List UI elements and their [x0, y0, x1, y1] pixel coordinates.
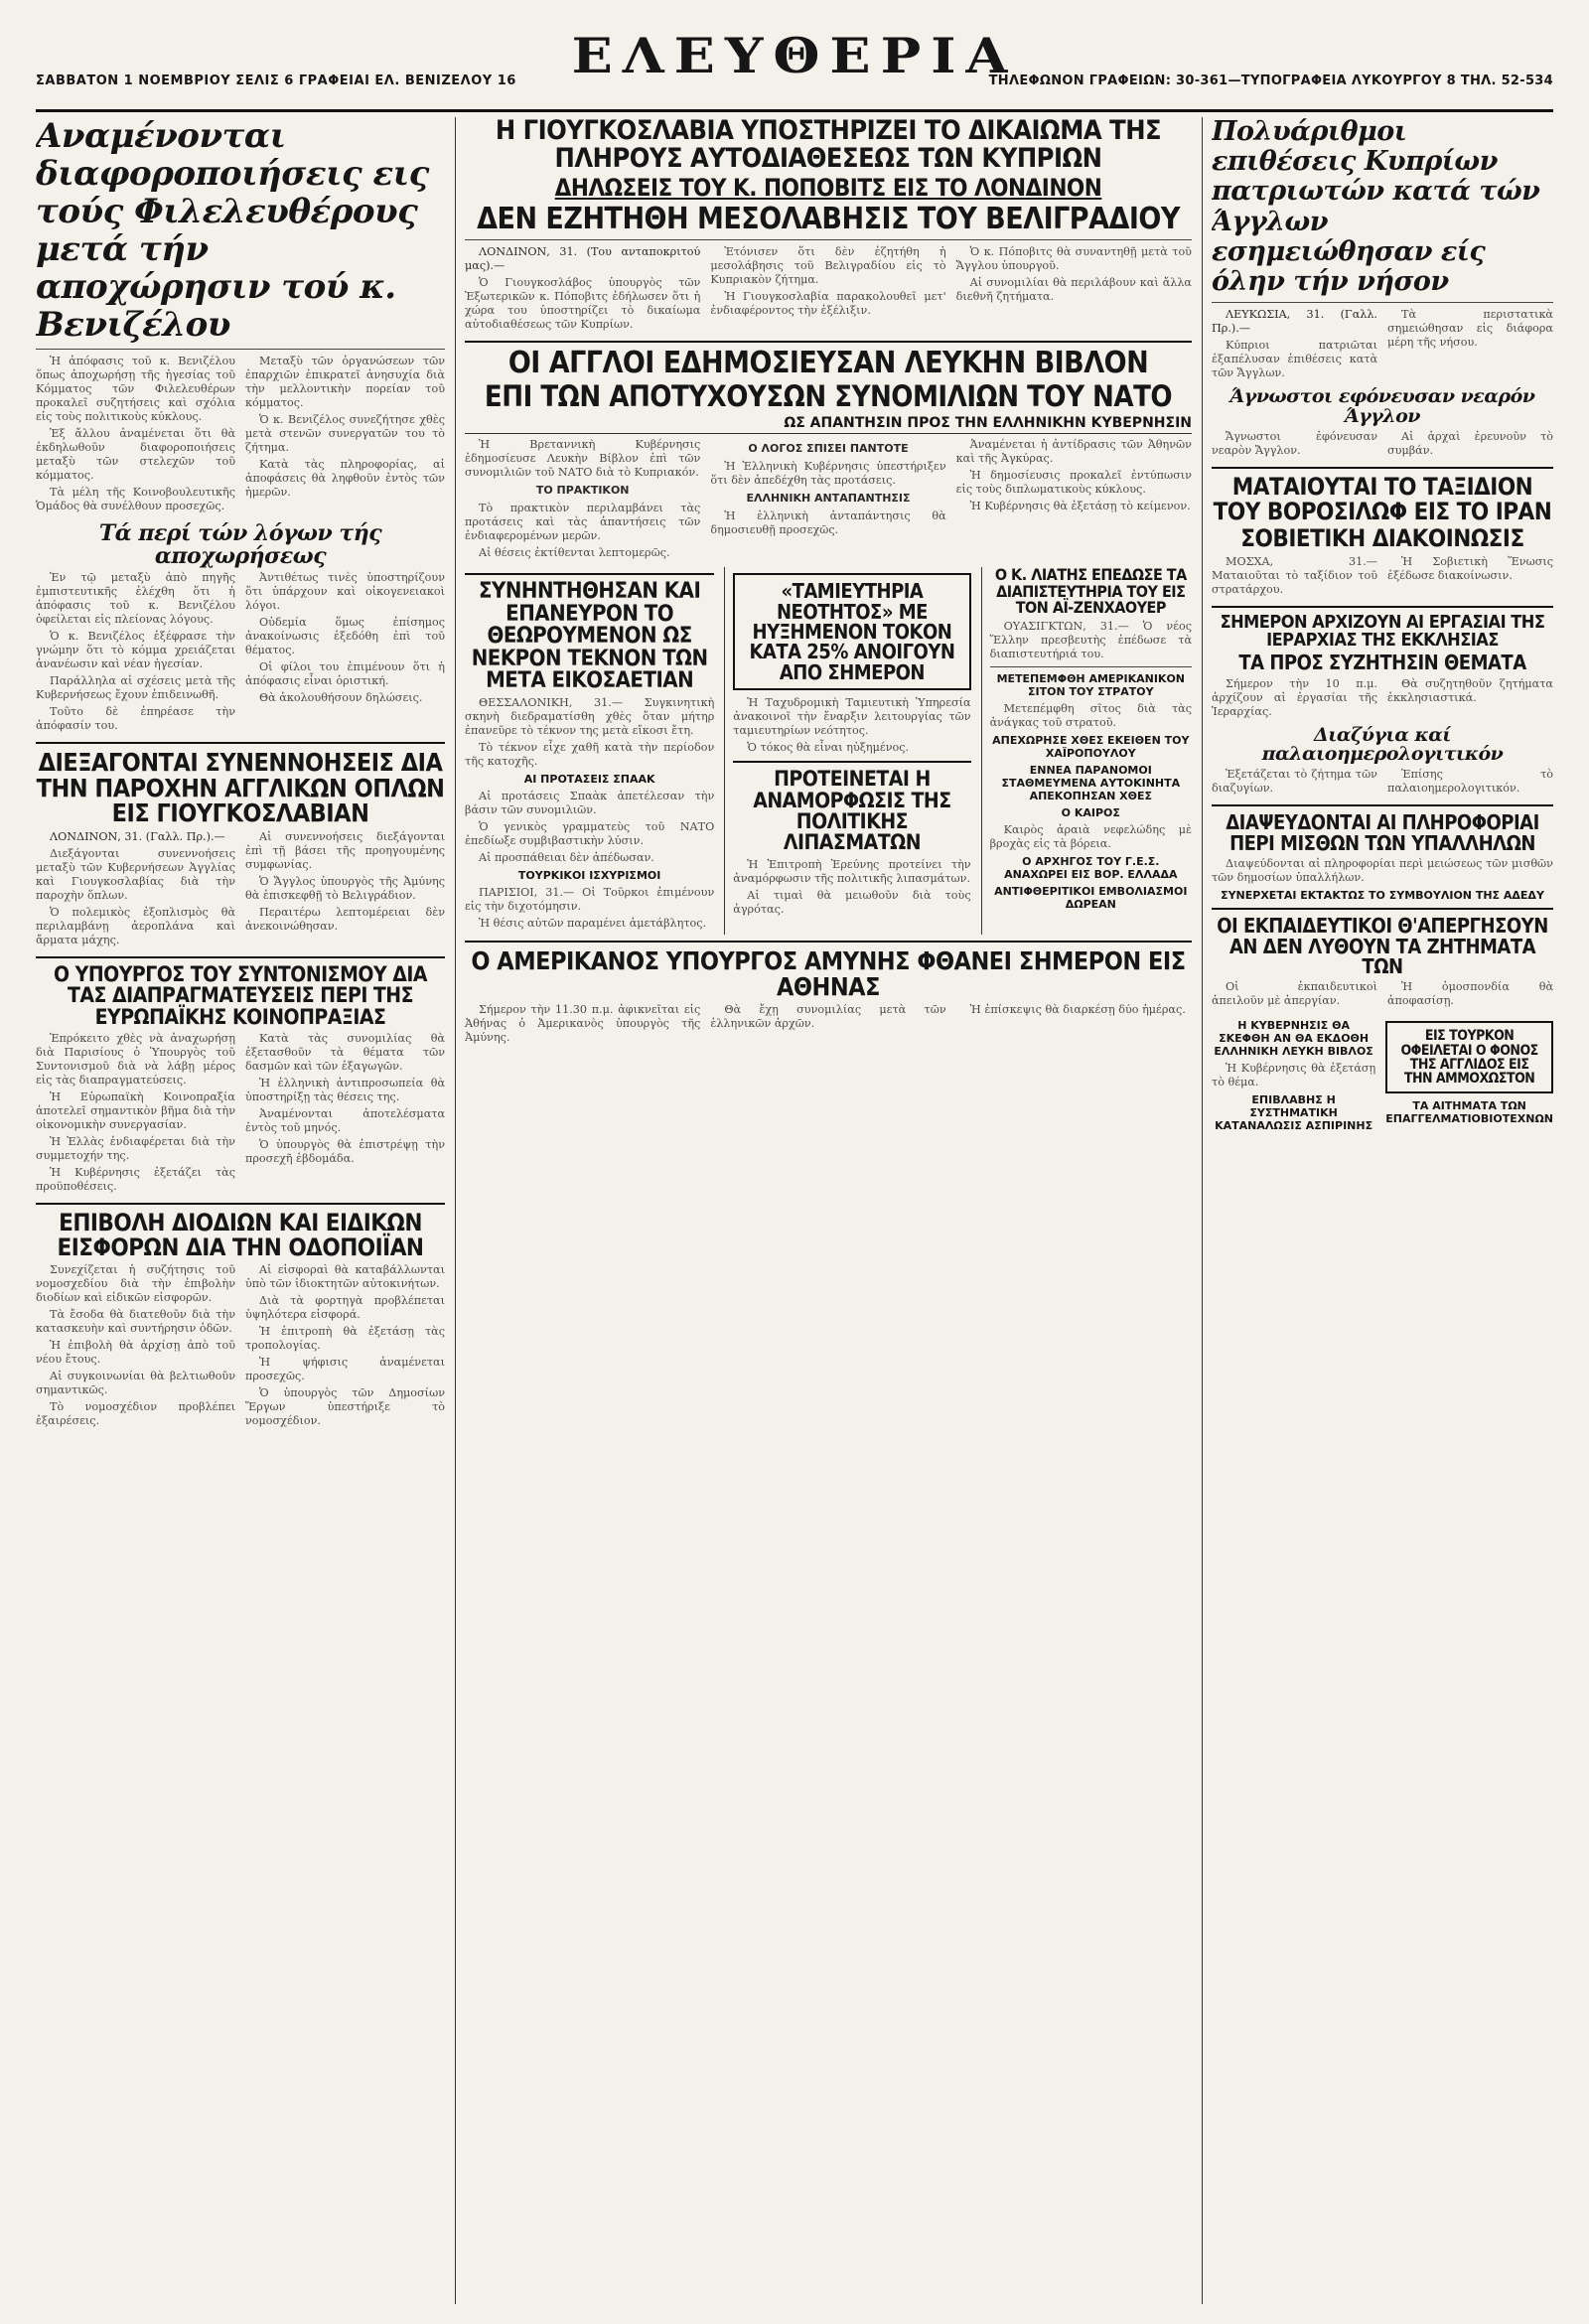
- headline-white-paper: ΟΙ ΑΓΓΛΟΙ ΕΔΗΜΟΣΙΕΥΣΑΝ ΛΕΥΚΗΝ ΒΙΒΛΟΝ: [507, 346, 1149, 381]
- article-reasons-body: Ἐν τῷ μεταξὺ ἀπὸ πηγῆς ἐμπιστευτικῆς ἐλέχθη ὅτι ἡ ἀπόφασις τοῦ κ. Βενιζέλου ὀφείλεται εἰς πλείονας λόγους. Ὁ κ. Βενιζέλος ἐξέφρασε τὴν γνώμην ὅτι τὸ κόμμα χρειάζεται ἀνανέωσιν καὶ νέαν ἡγεσίαν. Παράλληλα αἱ σχέσεις μετὰ τῆς Κυβερνήσεως ἔχουν ἐπιδεινωθῆ. Τοῦτο δὲ ἐπηρέασε τὴν ἀπόφασίν του. Ἀντιθέτως τινὲς ὑποστηρίζουν ὅτι ὑπάρχουν καὶ οἰκογενειακοὶ λόγοι. Οὐδεμία ὅμως ἐπίσημος ἀνακοίνωσις ἐξεδόθη ἐπὶ τοῦ θέματος. Οἱ φίλοι του ἐπιμένουν ὅτι ἡ ἀπόφασις εἶναι ὁριστική. Θὰ ἀκολουθήσουν δηλώσεις.: [36, 571, 445, 733]
- masthead-date-address: ΣΑΒΒΑΤΟΝ 1 ΝΟΕΜΒΡΙΟΥ ΣΕΛΙΣ 6 ΓΡΑΦΕΙΑΙ ΕΛ. ΒΕΝΙΖΕΛΟΥ 16: [36, 73, 516, 88]
- masthead-phones: ΤΗΛΕΦΩΝΟΝ ΓΡΑΦΕΙΩΝ: 30-361—ΤΥΠΟΓΡΑΦΕΙΑ ΛΥΚΟΥΡΓΟΥ 8 ΤΗΛ. 52-534: [988, 73, 1553, 88]
- subhead-minutes: ΤΟ ΠΡΑΚΤΙΚΟΝ: [535, 484, 630, 498]
- headline-divorces: Διαζύγια καί παλαιοημερολογιτικόν: [1261, 723, 1504, 766]
- headline-lost-child: ΣΥΝΗΝΤΗΘΗΣΑΝ ΚΑΙ ΕΠΑΝΕΥΡΟΝ ΤΟ ΘΕΩΡΟΥΜΕΝΟΝ ΩΣ ΝΕΚΡΟΝ ΤΕΚΝΟΝ ΤΩΝ ΜΕΤΑ ΕΙΚΟΣΑΕΤΙΑΝ: [471, 579, 708, 694]
- article-yugoslavia-body: ΛΟΝΔΙΝΟΝ, 31. (Του ανταποκριτού μας).— Ὁ Γιουγκοσλάβος ὑπουργὸς τῶν Ἐξωτερικῶν κ. Πόποβιτς ἐδήλωσεν ὅτι ἡ χώρα του ὑποστηρίζει τὸ δικαίωμα αὐτοδιαθέσεως τῶν Κυπρίων. Ἐτόνισεν ὅτι δὲν ἐζητήθη ἡ μεσολάβησις τοῦ Βελιγραδίου εἰς τὸ Κυπριακὸν ζήτημα. Ἡ Γιουγκοσλαβία παρακολουθεῖ μετ' ἐνδιαφέροντος τὴν ἐξέλιξιν. Ὁ κ. Πόποβιτς θὰ συναντηθῇ μετὰ τοῦ Ἄγγλου ὑπουργοῦ. Αἱ συνομιλίαι θὰ περιλάβουν καὶ ἄλλα διεθνῆ ζητήματα.: [465, 245, 1192, 332]
- headline-adedy: ΣΥΝΕΡΧΕΤΑΙ ΕΚΤΑΚΤΩΣ ΤΟ ΣΥΜΒΟΥΛΙΟΝ ΤΗΣ ΑΔΕΔΥ: [1221, 889, 1544, 903]
- headline-fertilizers: ΠΡΟΤΕΙΝΕΤΑΙ Η ΑΝΑΜΟΡΦΩΣΙΣ ΤΗΣ ΠΟΛΙΤΙΚΗΣ ΛΙΠΑΣΜΑΤΩΝ: [753, 767, 951, 855]
- left-column: [36, 117, 445, 2304]
- masthead-rule: [36, 109, 1553, 112]
- article-us-defense-body: Σήμερον τὴν 11.30 π.μ. ἀφικνεῖται εἰς Ἀθήνας ὁ Ἀμερικανὸς ὑπουργὸς τῆς Ἀμύνης. Θὰ ἔχῃ συνομιλίας μετὰ τῶν ἑλληνικῶν ἀρχῶν. Ἡ ἐπίσκεψις θὰ διαρκέσῃ δύο ἡμέρας.: [465, 1003, 1186, 1045]
- headline-topics: ΤΑ ΠΡΟΣ ΣΥΖΗΤΗΣΙΝ ΘΕΜΑΤΑ: [1238, 651, 1526, 675]
- headline-army-chief: Ο ΑΡΧΗΓΟΣ ΤΟΥ Γ.Ε.Σ. ΑΝΑΧΩΡΕΙ ΕΙΣ ΒΟΡ. ΕΛΛΑΔΑ: [1004, 855, 1178, 882]
- headline-yugoslavia: Η ΓΙΟΥΓΚΟΣΛΑΒΙΑ ΥΠΟΣΤΗΡΙΖΕΙ ΤΟ ΔΙΚΑΙΩΜΑ ΤΗΣ ΠΛΗΡΟΥΣ ΑΥΤΟΔΙΑΘΕΣΕΩΣ ΤΩΝ ΚΥΠΡΙΩΝ: [495, 117, 1162, 174]
- newspaper-title: ΕΛΕΥΘΕΡΙΑ: [571, 27, 1018, 84]
- dateline-nicosia: ΛΕΥΚΩΣΙΑ, 31. (Γαλλ. Πρ.).—: [1212, 308, 1377, 336]
- headline-chairopoulos: ΑΠΕΧΩΡΗΣΕ ΧΘΕΣ ΕΚΕΙΘΕΝ ΤΟΥ ΧΑΪΡΟΠΟΥΛΟΥ: [992, 734, 1190, 761]
- headline-greek-white-paper: Η ΚΥΒΕΡΝΗΣΙΣ ΘΑ ΣΚΕΦΘΗ ΑΝ ΘΑ ΕΚΔΟΘΗ ΕΛΛΗΝΙΚΗ ΛΕΥΚΗ ΒΙΒΛΟΣ: [1214, 1019, 1373, 1059]
- headline-us-defense: Ο ΑΜΕΡΙΚΑΝΟΣ ΥΠΟΥΡΓΟΣ ΑΜΥΝΗΣ ΦΘΑΝΕΙ ΣΗΜΕΡΟΝ ΕΙΣ ΑΘΗΝΑΣ: [471, 946, 1186, 1001]
- article-savings-body: Ἡ Ταχυδρομικὴ Ταμιευτικὴ Ὑπηρεσία ἀνακοινοῖ τὴν ἔναρξιν λειτουργίας τῶν ταμιευτηρίων νεότητος. Ὁ τόκος θὰ εἶναι ηὐξημένος.: [733, 696, 971, 755]
- headline-voroshilov: ΜΑΤΑΙΟΥΤΑΙ ΤΟ ΤΑΞΙΔΙΟΝ ΤΟΥ ΒΟΡΟΣΙΛΩΦ ΕΙΣ ΤΟ ΙΡΑΝ: [1213, 473, 1552, 525]
- right-column: Πολυάριθμοι επιθέσεις Κυπρίων πατριωτών κατά τών Άγγλων εσημειώθησαν είς όλην τήν νήσον ΛΕΥΚΩΣΙΑ, 31. (Γαλλ. Πρ.).— Κύπριοι πατριῶται ἐξαπέλυσαν ἐπιθέσεις κατὰ τῶν Ἄγγλων. Τὰ περιστατικὰ σημειώθησαν εἰς διάφορα μέρη τῆς νήσου. Άγνωστοι εφόνευσαν νεαρόν Άγγλον Ἄγνωστοι ἐφόνευσαν νεαρὸν Ἄγγλον. Αἱ ἀρχαὶ ἐρευνοῦν τὸ συμβάν. ΜΑΤΑΙΟΥΤΑΙ ΤΟ ΤΑΞΙΔΙΟΝ ΤΟΥ ΒΟΡΟΣΙΛΩΦ ΕΙΣ ΤΟ ΙΡΑΝ ΣΟΒΙΕΤΙΚΗ ΔΙΑΚΟΙΝΩΣΙΣ ΜΟΣΧΑ, 31.— Ματαιοῦται τὸ ταξίδιον τοῦ στρατάρχου. Ἡ Σοβιετικὴ Ἕνωσις ἐξέδωσε διακοίνωσιν. ΣΗΜΕΡΟΝ ΑΡΧΙΖΟΥΝ ΑΙ ΕΡΓΑΣΙΑΙ ΤΗΣ ΙΕΡΑΡΧΙΑΣ ΤΗΣ ΕΚΚΛΗΣΙΑΣ ΤΑ ΠΡΟΣ ΣΥΖΗΤΗΣΙΝ ΘΕΜΑΤΑ Σήμερον τὴν 10 π.μ. ἀρχίζουν αἱ ἐργασίαι τῆς Ἱεραρχίας. Θὰ συζητηθοῦν ζητήματα ἐκκλησιαστικά. Διαζύγια καί παλαιοημερολογιτικόν Ἐξετάζεται τὸ ζήτημα τῶν διαζυγίων. Ἐπίσης τὸ παλαιοημερολογιτικόν. ΔΙΑΨΕΥΔΟΝΤΑΙ ΑΙ ΠΛΗΡΟΦΟΡΙΑΙ ΠΕΡΙ ΜΙΣΘΩΝ ΤΩΝ ΥΠΑΛΛΗΛΩΝ Διαψεύδονται αἱ πληροφορίαι περὶ μειώσεως τῶν μισθῶν τῶν δημοσίων ὑπαλλήλων. ΣΥΝΕΡΧΕΤΑΙ ΕΚΤΑΚΤΩΣ ΤΟ ΣΥΜΒΟΥΛΙΟΝ ΤΗΣ ΑΔΕΔΥ ΟΙ ΕΚΠΑΙΔΕΥΤΙΚΟΙ Θ'ΑΠΕΡΓΗΣΟΥΝ ΑΝ ΔΕΝ ΛΥΘΟΥΝ ΤΑ ΖΗΤΗΜΑΤΑ ΤΩΝ Οἱ ἐκπαιδευτικοὶ ἀπειλοῦν μὲ ἀπεργίαν. Ἡ ὁμοσπονδία θὰ ἀποφασίσῃ. Η ΚΥΒΕΡΝΗΣΙΣ ΘΑ ΣΚΕΦΘΗ ΑΝ ΘΑ ΕΚΔΟΘΗ ΕΛΛΗΝΙΚΗ ΛΕΥΚΗ ΒΙΒΛΟΣ Ἡ Κυβέρνησις θὰ ἐξετάσῃ τὸ θέμα. ΕΠΙΒΛΑΒΗΣ Η ΣΥΣΤΗΜΑΤΙΚΗ ΚΑΤΑΝΑΛΩΣΙΣ ΑΣΠΙΡΙΝΗΣ ΕΙΣ ΤΟΥΡΚΟΝ ΟΦΕΙΛΕΤΑΙ Ο ΦΟΝΟΣ ΤΗΣ ΑΓΓΛΙΔΟΣ ΕΙΣ ΤΗΝ ΑΜΜΟΧΩΣΤΟΝ ΤΑ ΑΙΤΗΜΑΤΑ ΤΩΝ ΕΠΑΓΓΕΛΜΑΤΙΟΒΙΟΤΕΧΝΩΝ: [1212, 117, 1553, 1133]
- headline-soviet-note: ΣΟΒΙΕΤΙΚΗ ΔΙΑΚΟΙΝΩΣΙΣ: [1240, 524, 1524, 553]
- subhead-turkish-claims: ΤΟΥΡΚΙΚΟΙ ΙΣΧΥΡΙΣΜΟΙ: [517, 869, 661, 883]
- dateline-main: ΛΟΝΔΙΝΟΝ, 31. (Του ανταποκριτού μας).—: [465, 245, 701, 273]
- headline-aspirin: ΕΠΙΒΛΑΒΗΣ Η ΣΥΣΤΗΜΑΤΙΚΗ ΚΑΤΑΝΑΛΩΣΙΣ ΑΣΠΙΡΙΝΗΣ: [1215, 1093, 1373, 1133]
- subhead-spaak: ΑΙ ΠΡΟΤΑΣΕΙΣ ΣΠΑΑΚ: [523, 773, 655, 787]
- headline-belgrade: ΔΕΝ ΕΖΗΤΗΘΗ ΜΕΣΟΛΑΒΗΣΙΣ ΤΟΥ ΒΕΛΙΓΡΑΔΙΟΥ: [477, 201, 1180, 236]
- article-tolls-body: Συνεχίζεται ἡ συζήτησις τοῦ νομοσχεδίου διὰ τὴν ἐπιβολὴν διοδίων καὶ εἰδικῶν εἰσφορῶν. Τὰ ἔσοδα θὰ διατεθοῦν διὰ τὴν κατασκευὴν καὶ συντήρησιν ὁδῶν. Ἡ ἐπιβολὴ θὰ ἀρχίσῃ ἀπὸ τοῦ νέου ἔτους. Αἱ συγκοινωνίαι θὰ βελτιωθοῦν σημαντικῶς. Τὸ νομοσχέδιον προβλέπει ἐξαιρέσεις. Αἱ εἰσφοραὶ θὰ καταβάλλωνται ὑπὸ τῶν ἰδιοκτητῶν αὐτοκινήτων. Διὰ τὰ φορτηγὰ προβλέπεται ὑψηλότερα εἰσφορά. Ἡ ἐπιτροπὴ θὰ ἐξετάσῃ τὰς τροπολογίας. Ἡ ψήφισις ἀναμένεται προσεχῶς. Ὁ ὑπουργὸς τῶν Δημοσίων Ἔργων ὑπεστήριξε τὸ νομοσχέδιον.: [36, 1263, 445, 1427]
- masthead: [36, 14, 1553, 103]
- headline-hierarchy: ΣΗΜΕΡΟΝ ΑΡΧΙΖΟΥΝ ΑΙ ΕΡΓΑΣΙΑΙ ΤΗΣ ΙΕΡΑΡΧΙΑΣ ΤΗΣ ΕΚΚΛΗΣΙΑΣ: [1220, 611, 1545, 651]
- article-fertilizers-body: Ἡ Ἐπιτροπὴ Ἐρεύνης προτείνει τὴν ἀναμόρφωσιν τῆς πολιτικῆς λιπασμάτων. Αἱ τιμαὶ θὰ μειωθοῦν διὰ τοὺς ἀγρότας.: [733, 857, 971, 916]
- headline-vaccinations: ΑΝΤΙΦΘΕΡΙΤΙΚΟΙ ΕΜΒΟΛΙΑΣΜΟΙ ΔΩΡΕΑΝ: [994, 885, 1188, 912]
- article-coordination-body: Ἐπρόκειτο χθὲς νὰ ἀναχωρήσῃ διὰ Παρισίους ὁ Ὑπουργὸς τοῦ Συντονισμοῦ διὰ νὰ λάβῃ μέρος εἰς τὰς διαπραγματεύσεις. Ἡ Εὐρωπαϊκὴ Κοινοπραξία ἀποτελεῖ σημαντικὸν βῆμα διὰ τὴν οἰκονομικὴν συνεργασίαν. Ἡ Ἑλλὰς ἐνδιαφέρεται διὰ τὴν συμμετοχήν της. Ἡ Κυβέρνησις ἐξετάζει τὰς προϋποθέσεις. Κατὰ τὰς συνομιλίας θὰ ἐξετασθοῦν τὰ θέματα τῶν δασμῶν καὶ τῶν ἐξαγωγῶν. Ἡ ἑλληνικὴ ἀντιπροσωπεία θὰ ὑποστηρίξῃ τὰς θέσεις της. Ἀναμένονται ἀποτελέσματα ἐντὸς τοῦ μηνός. Ὁ ὑπουργὸς θὰ ἐπιστρέψῃ τὴν προσεχῆ ἑβδομάδα.: [36, 1032, 445, 1194]
- headline-cars: ΕΝΝΕΑ ΠΑΡΑΝΟΜΟΙ ΣΤΑΘΜΕΥΜΕΝΑ ΑΥΤΟΚΙΝΗΤΑ ΑΠΕΚΟΠΗΣΑΝ ΧΘΕΣ: [1001, 764, 1181, 803]
- headline-tolls: ΕΠΙΒΟΛΗ ΔΙΟΔΙΩΝ ΚΑΙ ΕΙΔΙΚΩΝ ΕΙΣΦΟΡΩΝ ΔΙΑ ΤΗΝ ΟΔΟΠΟΙΪΑΝ: [57, 1209, 424, 1261]
- article-british-arms-body: ΛΟΝΔΙΝΟΝ, 31. (Γαλλ. Πρ.).— Διεξάγονται συνεννοήσεις μεταξὺ τῶν Κυβερνήσεων Ἀγγλίας καὶ Γιουγκοσλαβίας διὰ τὴν παροχὴν ὅπλων. Ὁ πολεμικὸς ἐξοπλισμὸς θὰ περιλαμβάνῃ ἀεροπλάνα καὶ ἄρματα μάχης. Αἱ συνεννοήσεις διεξάγονται ἐπὶ τῇ βάσει τῆς προηγουμένης συμφωνίας. Ὁ Ἄγγλος ὑπουργὸς τῆς Ἀμύνης θὰ ἐπισκεφθῇ τὸ Βελιγράδιον. Περαιτέρω λεπτομέρειαι δὲν ἀνεκοινώθησαν.: [36, 829, 445, 946]
- headline-british-arms: ΔΙΕΞΑΓΟΝΤΑΙ ΣΥΝΕΝΝΟΗΣΕΙΣ ΔΙΑ ΤΗΝ ΠΑΡΟΧΗΝ ΑΓΓΛΙΚΩΝ ΟΠΛΩΝ ΕΙΣ ΓΙΟΥΓΚΟΣΛΑΒΙΑΝ: [36, 748, 445, 828]
- headline-weather: Ο ΚΑΙΡΟΣ: [1061, 806, 1120, 820]
- article-white-paper-body: Ἡ Βρεταννικὴ Κυβέρνησις ἐδημοσίευσε Λευκὴν Βίβλον ἐπὶ τῶν συνομιλιῶν τοῦ ΝΑΤΟ διὰ τὸ Κυπριακόν. ΤΟ ΠΡΑΚΤΙΚΟΝ Τὸ πρακτικὸν περιλαμβάνει τὰς προτάσεις καὶ τὰς ἀπαντήσεις τῶν ἐνδιαφερομένων μερῶν. Αἱ θέσεις ἐκτίθενται λεπτομερῶς. Ο ΛΟΓΟΣ ΣΠΙΣΕΙ ΠΑΝΤΟΤΕ Ἡ Ἑλληνικὴ Κυβέρνησις ὑπεστήριξεν ὅτι δὲν ἀπεδέχθη τὰς προτάσεις. ΕΛΛΗΝΙΚΗ ΑΝΤΑΠΑΝΤΗΣΙΣ Ἡ ἑλληνικὴ ἀνταπάντησις θὰ δημοσιευθῇ προσεχῶς. Ἀναμένεται ἡ ἀντίδρασις τῶν Ἀθηνῶν καὶ τῆς Ἀγκύρας. Ἡ δημοσίευσις προκαλεῖ ἐντύπωσιν εἰς τοὺς διπλωματικοὺς κύκλους. Ἡ Κυβέρνησις θὰ ἐξετάσῃ τὸ κείμενον.: [465, 438, 1192, 560]
- subhead-word: Ο ΛΟΓΟΣ ΣΠΙΣΕΙ ΠΑΝΤΟΤΕ: [748, 442, 909, 456]
- headline-popovic: ΔΗΛΩΣΕΙΣ ΤΟΥ Κ. ΠΟΠΟΒΙΤΣ ΕΙΣ ΤΟ ΛΟΝΔΙΝΟΝ: [554, 174, 1102, 203]
- main-column: Η ΓΙΟΥΓΚΟΣΛΑΒΙΑ ΥΠΟΣΤΗΡΙΖΕΙ ΤΟ ΔΙΚΑΙΩΜΑ ΤΗΣ ΠΛΗΡΟΥΣ ΑΥΤΟΔΙΑΘΕΣΕΩΣ ΤΩΝ ΚΥΠΡΙΩΝ ΔΗΛΩΣΕΙΣ ΤΟΥ Κ. ΠΟΠΟΒΙΤΣ ΕΙΣ ΤΟ ΛΟΝΔΙΝΟΝ ΔΕΝ ΕΖΗΤΗΘΗ ΜΕΣΟΛΑΒΗΣΙΣ ΤΟΥ ΒΕΛΙΓΡΑΔΙΟΥ ΛΟΝΔΙΝΟΝ, 31. (Του ανταποκριτού μας).— Ὁ Γιουγκοσλάβος ὑπουργὸς τῶν Ἐξωτερικῶν κ. Πόποβιτς ἐδήλωσεν ὅτι ἡ χώρα του ὑποστηρίζει τὸ δικαίωμα αὐτοδιαθέσεως τῶν Κυπρίων. Ἐτόνισεν ὅτι δὲν ἐζητήθη ἡ μεσολάβησις τοῦ Βελιγραδίου εἰς τὸ Κυπριακὸν ζήτημα. Ἡ Γιουγκοσλαβία παρακολουθεῖ μετ' ἐνδιαφέροντος τὴν ἐξέλιξιν. Ὁ κ. Πόποβιτς θὰ συναντηθῇ μετὰ τοῦ Ἄγγλου ὑπουργοῦ. Αἱ συνομιλίαι θὰ περιλάβουν καὶ ἄλλα διεθνῆ ζητήματα. ΟΙ ΑΓΓΛΟΙ ΕΔΗΜΟΣΙΕΥΣΑΝ ΛΕΥΚΗΝ ΒΙΒΛΟΝ ΕΠΙ ΤΩΝ ΑΠΟΤΥΧΟΥΣΩΝ ΣΥΝΟΜΙΛΙΩΝ ΤΟΥ ΝΑΤΟ ΩΣ ΑΠΑΝΤΗΣΙΝ ΠΡΟΣ ΤΗΝ ΕΛΛΗΝΙΚΗΝ ΚΥΒΕΡΝΗΣΙΝ Ἡ Βρεταννικὴ Κυβέρνησις ἐδημοσίευσε Λευκὴν Βίβλον ἐπὶ τῶν συνομιλιῶν τοῦ ΝΑΤΟ διὰ τὸ Κυπριακόν. ΤΟ ΠΡΑΚΤΙΚΟΝ Τὸ πρακτικὸν περιλαμβάνει τὰς προτάσεις καὶ τὰς ἀπαντήσεις τῶν ἐνδιαφερομένων μερῶν. Αἱ θέσεις ἐκτίθενται λεπτομερῶς. Ο ΛΟΓΟΣ ΣΠΙΣΕΙ ΠΑΝΤΟΤΕ Ἡ Ἑλληνικὴ Κυβέρνησις ὑπεστήριξεν ὅτι δὲν ἀπεδέχθη τὰς προτάσεις. ΕΛΛΗΝΙΚΗ ΑΝΤΑΠΑΝΤΗΣΙΣ Ἡ ἑλληνικὴ ἀνταπάντησις θὰ δημοσιευθῇ προσεχῶς. Ἀναμένεται ἡ ἀντίδρασις τῶν Ἀθηνῶν καὶ τῆς Ἀγκύρας. Ἡ δημοσίευσις προκαλεῖ ἐντύπωσιν εἰς τοὺς διπλωματικοὺς κύκλους. Ἡ Κυβέρνησις θὰ ἐξετάσῃ τὸ κείμενον. ΣΥΝΗΝΤΗΘΗΣΑΝ ΚΑΙ ΕΠΑΝΕΥΡΟΝ ΤΟ ΘΕΩΡΟΥΜΕΝΟΝ ΩΣ ΝΕΚΡΟΝ ΤΕΚΝΟΝ ΤΩΝ ΜΕΤΑ ΕΙΚΟΣΑΕΤΙΑΝ ΘΕΣΣΑΛΟΝΙΚΗ, 31.— Συγκινητικὴ σκηνὴ διεδραματίσθη χθὲς ὅταν μήτηρ ἐπανεῦρε τὸ τέκνον της μετὰ εἴκοσι ἔτη. Τὸ τέκνον εἶχε χαθῆ κατὰ τὴν περίοδον τῆς κατοχῆς. ΑΙ ΠΡΟΤΑΣΕΙΣ ΣΠΑΑΚ Αἱ προτάσεις Σπαὰκ ἀπετέλεσαν τὴν βάσιν τῶν συνομιλιῶν. Ὁ γενικὸς γραμματεὺς τοῦ ΝΑΤΟ ἐπεδίωξε συμβιβαστικὴν λύσιν. Αἱ προσπάθειαι δὲν ἀπέδωσαν. ΤΟΥΡΚΙΚΟΙ ΙΣΧΥΡΙΣΜΟΙ ΠΑΡΙΣΙΟΙ, 31.— Οἱ Τοῦρκοι ἐπιμένουν εἰς τὴν διχοτόμησιν. Ἡ θέσις αὐτῶν παραμένει ἀμετάβλητος. «ΤΑΜΙΕΥΤΗΡΙΑ ΝΕΟΤΗΤΟΣ» ΜΕ ΗΥΞΗΜΕΝΟΝ ΤΟΚΟΝ ΚΑΤΑ 25% ΑΝΟΙΓΟΥΝ ΑΠΟ ΣΗΜΕΡΟΝ Ἡ Ταχυδρομικὴ Ταμιευτικὴ Ὑπηρεσία ἀνακοινοῖ τὴν ἔναρξιν λειτουργίας τῶν ταμιευτηρίων νεότητος. Ὁ τόκος θὰ εἶναι ηὐξημένος. ΠΡΟΤΕΙΝΕΤΑΙ Η ΑΝΑΜΟΡΦΩΣΙΣ ΤΗΣ ΠΟΛΙΤΙΚΗΣ ΛΙΠΑΣΜΑΤΩΝ Ἡ Ἐπιτροπὴ Ἐρεύνης προτείνει τὴν ἀναμόρφωσιν τῆς πολιτικῆς λιπασμάτων. Αἱ τιμαὶ θὰ μειωθοῦν διὰ τοὺς ἀγρότας. Ο Κ. ΛΙΑΤΗΣ ΕΠΕΔΩΣΕ ΤΑ ΔΙΑΠΙΣΤΕΥΤΗΡΙΑ ΤΟΥ ΕΙΣ ΤΟΝ ΑΪ-ΖΕΝΧΑΟΥΕΡ ΟΥΑΣΙΓΚΤΩΝ, 31.— Ὁ νέος Ἕλλην πρεσβευτὴς ἐπέδωσε τὰ διαπιστευτήριά του. ΜΕΤΕΠΕΜΦΘΗ ΑΜΕΡΙΚΑΝΙΚΟΝ ΣΙΤΟΝ ΤΟΥ ΣΤΡΑΤΟΥ Μετεπέμφθη σῖτος διὰ τὰς ἀνάγκας τοῦ στρατοῦ. ΑΠΕΧΩΡΗΣΕ ΧΘΕΣ ΕΚΕΙΘΕΝ ΤΟΥ ΧΑΪΡΟΠΟΥΛΟΥ ΕΝΝΕΑ ΠΑΡΑΝΟΜΟΙ ΣΤΑΘΜΕΥΜΕΝΑ ΑΥΤΟΚΙΝΗΤΑ ΑΠΕΚΟΠΗΣΑΝ ΧΘΕΣ Ο ΚΑΙΡΟΣ Καιρὸς ἀραιὰ νεφελώδης μὲ βροχὰς εἰς τὰ βόρεια. Ο ΑΡΧΗΓΟΣ ΤΟΥ Γ.Ε.Σ. ΑΝΑΧΩΡΕΙ ΕΙΣ ΒΟΡ. ΕΛΛΑΔΑ ΑΝΤΙΦΘΕΡΙΤΙΚΟΙ ΕΜΒΟΛΙΑΣΜΟΙ ΔΩΡΕΑΝ Ο ΑΜΕΡΙΚΑΝΟΣ ΥΠΟΥΡΓΟΣ ΑΜΥΝΗΣ ΦΘΑΝΕΙ ΣΗΜΕΡΟΝ ΕΙΣ ΑΘΗΝΑΣ Σήμερον τὴν 11.30 π.μ. ἀφικνεῖται εἰς Ἀθήνας ὁ Ἀμερικανὸς ὑπουργὸς τῆς Ἀμύνης. Θὰ ἔχῃ συνομιλίας μετὰ τῶν ἑλληνικῶν ἀρχῶν. Ἡ ἐπίσκεψις θὰ διαρκέσῃ δύο ἡμέρας.: [465, 117, 1192, 2304]
- headline-coordination-minister: Ο ΥΠΟΥΡΓΟΣ ΤΟΥ ΣΥΝΤΟΝΙΣΜΟΥ ΔΙΑ ΤΑΣ ΔΙΑΠΡΑΓΜΑΤΕΥΣΕΙΣ ΠΕΡΙ ΤΗΣ ΕΥΡΩΠΑΪΚΗΣ ΚΟΙΝΟΠΡΑΞΙΑΣ: [54, 961, 427, 1029]
- headline-artisans: ΤΑ ΑΙΤΗΜΑΤΑ ΤΩΝ ΕΠΑΓΓΕΛΜΑΤΙΟΒΙΟΤΕΧΝΩΝ: [1385, 1099, 1553, 1126]
- headline-nato-talks: ΕΠΙ ΤΩΝ ΑΠΟΤΥΧΟΥΣΩΝ ΣΥΝΟΜΙΛΙΩΝ ΤΟΥ ΝΑΤΟ: [484, 378, 1173, 413]
- savings-box: [733, 573, 970, 690]
- headline-salaries: ΔΙΑΨΕΥΔΟΝΤΑΙ ΑΙ ΠΛΗΡΟΦΟΡΙΑΙ ΠΕΡΙ ΜΙΣΘΩΝ ΤΩΝ ΥΠΑΛΛΗΛΩΝ: [1226, 810, 1539, 855]
- article-venizelos-body: Ἡ ἀπόφασις τοῦ κ. Βενιζέλου ὅπως ἀποχωρήσῃ τῆς ἡγεσίας τοῦ Κόμματος τῶν Φιλελευθέρων προκαλεῖ συζητήσεις καὶ σχόλια εἰς τοὺς πολιτικοὺς κύκλους. Ἐξ ἄλλου ἀναμένεται ὅτι θὰ ἐκδηλωθοῦν διαφοροποιήσεις μεταξὺ τῶν στελεχῶν τοῦ κόμματος. Τὰ μέλη τῆς Κοινοβουλευτικῆς Ὁμάδος θὰ συνέλθουν προσεχῶς. Μεταξὺ τῶν ὀργανώσεων τῶν ἐπαρχιῶν ἐπικρατεῖ ἀνησυχία διὰ τὴν μελλοντικὴν πορείαν τοῦ κόμματος. Ὁ κ. Βενιζέλος συνεζήτησε χθὲς μετὰ στενῶν συνεργατῶν του τὸ ζήτημα. Κατὰ τὰς πληροφορίας, αἱ ἀποφάσεις θὰ ληφθοῦν ἐντὸς τῶν ἡμερῶν.: [36, 355, 445, 513]
- headline-liatis: Ο Κ. ΛΙΑΤΗΣ ΕΠΕΔΩΣΕ ΤΑ ΔΙΑΠΙΣΤΕΥΤΗΡΙΑ ΤΟΥ ΕΙΣ ΤΟΝ ΑΪ-ΖΕΝΧΑΟΥΕΡ: [994, 565, 1187, 617]
- article-cypriot-body: ΛΕΥΚΩΣΙΑ, 31. (Γαλλ. Πρ.).— Κύπριοι πατριῶται ἐξαπέλυσαν ἐπιθέσεις κατὰ τῶν Ἄγγλων. Τὰ περιστατικὰ σημειώθησαν εἰς διάφορα μέρη τῆς νήσου.: [1212, 308, 1553, 380]
- article-lost-child-body: ΘΕΣΣΑΛΟΝΙΚΗ, 31.— Συγκινητικὴ σκηνὴ διεδραματίσθη χθὲς ὅταν μήτηρ ἐπανεῦρε τὸ τέκνον της μετὰ εἴκοσι ἔτη. Τὸ τέκνον εἶχε χαθῆ κατὰ τὴν περίοδον τῆς κατοχῆς.: [465, 696, 715, 769]
- headline-cypriot-attacks: Πολυάριθμοι επιθέσεις Κυπρίων πατριωτών κατά τών Άγγλων εσημειώθησαν είς όλην τήν νήσον: [1212, 117, 1540, 298]
- headline-reasons: Τά περί τών λόγων τής αποχωρήσεως: [98, 520, 382, 569]
- column-divider: [1202, 117, 1203, 2304]
- subheadline-reply: ΩΣ ΑΠΑΝΤΗΣΙΝ ΠΡΟΣ ΤΗΝ ΕΛΛΗΝΙΚΗΝ ΚΥΒΕΡΝΗΣΙΝ: [465, 415, 1192, 434]
- headline-savings: «ΤΑΜΙΕΥΤΗΡΙΑ ΝΕΟΤΗΤΟΣ» ΜΕ ΗΥΞΗΜΕΝΟΝ ΤΟΚΟΝ ΚΑΤΑ 25% ΑΝΟΙΓΟΥΝ ΑΠΟ ΣΗΜΕΡΟΝ: [749, 579, 955, 684]
- headline-young-englishman: Άγνωστοι εφόνευσαν νεαρόν Άγγλον: [1229, 385, 1535, 427]
- column-divider: [455, 117, 456, 2304]
- headline-venizelos: Αναμένονται διαφοροποιήσεις εις τούς Φιλελευθέρους μετά τήν αποχώρησιν τού κ. Βενιζέλου: [36, 117, 429, 346]
- headline-teachers: ΟΙ ΕΚΠΑΙΔΕΥΤΙΚΟΙ Θ'ΑΠΕΡΓΗΣΟΥΝ ΑΝ ΔΕΝ ΛΥΘΟΥΝ ΤΑ ΖΗΤΗΜΑΤΑ ΤΩΝ: [1217, 914, 1548, 978]
- headline-famagusta: ΕΙΣ ΤΟΥΡΚΟΝ ΟΦΕΙΛΕΤΑΙ Ο ΦΟΝΟΣ ΤΗΣ ΑΓΓΛΙΔΟΣ ΕΙΣ ΤΗΝ ΑΜΜΟΧΩΣΤΟΝ: [1400, 1028, 1538, 1088]
- headline-wheat: ΜΕΤΕΠΕΜΦΘΗ ΑΜΕΡΙΚΑΝΙΚΟΝ ΣΙΤΟΝ ΤΟΥ ΣΤΡΑΤΟΥ: [996, 672, 1186, 699]
- subhead-greek-reply: ΕΛΛΗΝΙΚΗ ΑΝΤΑΠΑΝΤΗΣΙΣ: [746, 492, 911, 506]
- dateline-london: ΛΟΝΔΙΝΟΝ, 31. (Γαλλ. Πρ.).—: [50, 829, 225, 843]
- famagusta-box: [1385, 1021, 1553, 1093]
